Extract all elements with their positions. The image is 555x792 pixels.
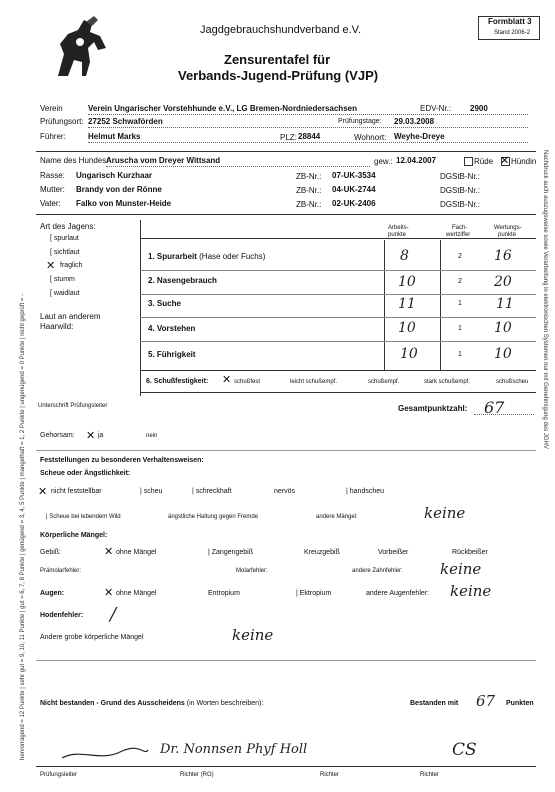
row-spurarbeit-punkte: 8	[400, 248, 409, 264]
row-nasengebrauch-label: 2. Nasengebrauch	[148, 276, 217, 285]
fuehrer-label: Führer:	[40, 132, 66, 141]
scheue-wild[interactable]: | Scheue bei lebendem Wild	[46, 514, 121, 520]
mutter-zb-label: ZB-Nr.:	[296, 186, 322, 195]
augen-andere-value: keine	[450, 582, 492, 600]
nicht-bestanden-label: Nicht bestanden - Grund des Ausscheidens (in Worten beschreiben):	[40, 700, 264, 707]
augen-option[interactable]: Entropium	[208, 590, 240, 597]
vater-zb-label: ZB-Nr.:	[296, 200, 322, 209]
wohnort-value: Weyhe-Dreye	[394, 132, 445, 141]
col-fach-header: Fach-	[452, 225, 468, 231]
mutter-dgstb-label: DGStB-Nr.:	[440, 186, 481, 195]
row-vorstehen-wertung: 10	[494, 320, 512, 336]
gehorsam-label: Gehorsam:	[40, 432, 75, 439]
augen-label: Augen:	[40, 590, 65, 597]
bestanden-mit-label: Bestanden mit	[410, 700, 459, 707]
title-line1: Zensurentafel für	[224, 52, 331, 67]
mutter-value: Brandy von der Rönne	[76, 185, 162, 194]
fuehrer-value: Helmut Marks	[88, 132, 141, 141]
scheue-option[interactable]: | schreckhaft	[192, 488, 232, 495]
jagen-option[interactable]: [ sichtlaut	[50, 249, 80, 256]
vater-zb-value: 02-UK-2406	[332, 199, 376, 208]
vater-dgstb-label: DGStB-Nr.:	[440, 200, 481, 209]
org-name: Jagdgebrauchshundverband e.V.	[200, 24, 362, 36]
laut-label-2: Haarwild:	[40, 322, 74, 331]
row-nasengebrauch-wertung: 20	[494, 274, 512, 290]
stand-label: Stand 2006-2	[494, 30, 531, 36]
zahn-label: andere Zahnfehler:	[352, 568, 403, 574]
gehorsam-ja-check-mark: ✕	[86, 429, 96, 442]
gebiss-option[interactable]: Vorbeißer	[378, 549, 409, 556]
pruefungstage-label: Prüfungstage:	[338, 118, 382, 125]
edv-label: EDV-Nr.:	[420, 104, 452, 113]
gehorsam-ja[interactable]: ja	[98, 432, 104, 439]
gehorsam-nein[interactable]: nein	[146, 433, 158, 439]
gew-label: gew.:	[374, 157, 393, 166]
row-suche-label: 3. Suche	[148, 299, 181, 308]
augen-option[interactable]: | Ektropium	[296, 590, 332, 597]
vater-value: Falko von Munster-Heide	[76, 199, 172, 208]
grobe-label: Andere grobe körperliche Mängel	[40, 634, 144, 641]
wohnort-label: Wohnort:	[354, 133, 387, 142]
nicht-feststellbar-check-mark: ✕	[38, 485, 48, 498]
row-fuehrigkeit-punkte: 10	[400, 346, 418, 362]
andere-maengel-label: andere Mängel:	[316, 514, 358, 520]
jagen-option[interactable]: [ stumm	[50, 276, 75, 283]
row-fuehrigkeit-label: 5. Führigkeit	[148, 350, 196, 359]
richter-2-label: Richter	[420, 772, 440, 778]
grobe-value: keine	[232, 626, 274, 644]
row-nasengebrauch-ziffer: 2	[458, 278, 462, 285]
zb-value: 07-UK-3534	[332, 171, 376, 180]
row-spurarbeit-wertung: 16	[494, 248, 512, 264]
scheue-option[interactable]: | handscheu	[346, 488, 385, 495]
vater-label: Vater:	[40, 199, 61, 208]
row-suche-wertung: 11	[496, 296, 514, 312]
schuss-label: 6. Schußfestigkeit:	[146, 378, 209, 385]
gebiss-option[interactable]: | Zangengebiß	[208, 549, 254, 556]
zahn-value: keine	[440, 560, 482, 578]
hoden-value: /	[110, 604, 117, 625]
dog-name-label: Name des Hundes:	[40, 156, 109, 165]
richter-1-label: Richter	[320, 772, 340, 778]
row-nasengebrauch-punkte: 10	[398, 274, 416, 290]
rasse-label: Rasse:	[40, 171, 65, 180]
row-spurarbeit-ziffer: 2	[458, 253, 462, 260]
pruefungsort-label: Prüfungsort:	[40, 117, 84, 126]
hoden-label: Hodenfehler:	[40, 612, 84, 619]
huendin-check-mark: ✕	[500, 154, 510, 167]
gebiss-ohne-check-mark: ✕	[104, 545, 114, 558]
augen-ohne-check-mark: ✕	[104, 586, 114, 599]
gebiss-option[interactable]: Rückbeißer	[452, 549, 488, 556]
scheue-title: Scheue oder Ängstlichkeit:	[40, 470, 131, 477]
formblatt-label: Formblatt 3	[488, 17, 532, 26]
jagen-option[interactable]: fraglich	[60, 262, 83, 269]
schuss-option[interactable]: leicht schußempf.	[290, 379, 338, 385]
scheue-option[interactable]: | scheu	[140, 488, 163, 495]
gesamt-label: Gesamtpunktzahl:	[398, 404, 468, 413]
row-fuehrigkeit-ziffer: 1	[458, 351, 462, 358]
unterschrift-label: Unterschrift Prüfungsleiter	[38, 403, 108, 409]
mutter-label: Mutter:	[40, 185, 65, 194]
augen-andere-label: andere Augenfehler:	[366, 590, 430, 597]
augen-option[interactable]: ohne Mängel	[116, 590, 157, 597]
jagen-option[interactable]: [ spurlaut	[50, 235, 79, 242]
punkten-label: Punkten	[506, 700, 534, 707]
fest-title: Feststellungen zu besonderen Verhaltensweisen:	[40, 457, 204, 464]
pruefungstage-value: 29.03.2008	[394, 117, 435, 126]
schussfest-check-mark: ✕	[222, 373, 232, 386]
schuss-option[interactable]: stark schußempf.	[424, 379, 471, 385]
gesamt-value: 67	[484, 398, 505, 417]
rasse-value: Ungarisch Kurzhaar	[76, 171, 153, 180]
col-fach-header-2: wertziffer	[446, 232, 471, 238]
zb-label: ZB-Nr.:	[296, 172, 322, 181]
andere-maengel-value: keine	[424, 504, 466, 522]
laut-label-1: Laut an anderem	[40, 312, 101, 321]
jagen-title: Art des Jagens:	[40, 222, 96, 231]
col-arbeit-header: Arbeits-	[388, 225, 409, 231]
schuss-option[interactable]: schußscheu	[496, 379, 529, 385]
signature-pruefungsleiter	[60, 744, 150, 764]
side-scale-legend: hervorragend = 12 Punkte | sehr gut = 9, 10, 11 Punkte | gut = 6, 7, 8 Punkte | genügend = 3, 4, 5 Punkte | mangelhaft = 1, 2 Punkte | ungenügend = 0 Punkte | nicht geprüft = -	[20, 293, 26, 760]
side-copyright-note: Nachdruck auch auszugsweise sowie Verarbeitung in elektronischen Systemen nur mit Genehmigung des JGHV	[542, 150, 548, 449]
col-arbeit-header-2: punkte	[388, 232, 407, 238]
pruefungsleiter-label: Prüfungsleiter	[40, 772, 78, 778]
row-fuehrigkeit-wertung: 10	[494, 346, 512, 362]
mutter-zb-value: 04-UK-2744	[332, 185, 376, 194]
gebiss-option[interactable]: ohne Mängel	[116, 549, 157, 556]
plz-label: PLZ:	[280, 133, 297, 142]
title-line2: Verbands-Jugend-Prüfung (VJP)	[178, 68, 379, 83]
koerper-title: Körperliche Mängel:	[40, 532, 108, 539]
row-suche-punkte: 11	[398, 296, 416, 312]
richter-rg-label: Richter (RG)	[180, 772, 214, 778]
gebiss-label: Gebiß:	[40, 549, 62, 556]
row-suche-ziffer: 1	[458, 300, 462, 307]
dgstb-label: DGStB-Nr.:	[440, 172, 481, 181]
bestanden-value: 67	[476, 692, 496, 710]
signature-richter-2: CS	[452, 740, 477, 760]
jagen-option[interactable]: [ waidlaut	[50, 290, 80, 297]
col-wert-header: Wertungs-	[494, 225, 522, 231]
dog-name-value: Aruscha vom Dreyer Wittsand	[106, 156, 221, 165]
signature-richter: Dr. Nonnsen Phyf Holl	[160, 742, 308, 757]
schuss-option[interactable]: schußempf.	[368, 379, 400, 385]
molar-label: Molarfehler:	[236, 568, 268, 574]
praemolar-label: Prämolarfehler:	[40, 568, 82, 574]
edv-value: 2900	[470, 104, 488, 113]
col-wert-header-2: punkte	[498, 232, 517, 238]
row-vorstehen-label: 4. Vorstehen	[148, 324, 196, 333]
aengstlich[interactable]: ängstliche Haltung gegen Fremde	[168, 514, 259, 520]
plz-value: 28844	[298, 132, 321, 141]
verein-label: Verein	[40, 104, 63, 113]
ruede-checkbox[interactable]	[464, 157, 473, 166]
row-spurarbeit-label: 1. Spurarbeit (Hase oder Fuchs)	[148, 252, 266, 261]
scheue-option[interactable]: nervös	[274, 488, 296, 495]
scheue-option[interactable]: nicht feststellbar	[51, 488, 102, 495]
gebiss-option[interactable]: Kreuzgebiß	[304, 549, 340, 556]
fraglich-check-mark: ✕	[46, 259, 56, 272]
huendin-label: Hündin	[511, 157, 537, 166]
jghv-logo	[50, 14, 112, 84]
row-vorstehen-ziffer: 1	[458, 325, 462, 332]
gew-value: 12.04.2007	[396, 156, 437, 165]
verein-value: Verein Ungarischer Vorstehhunde e.V., LG Bremen-Nordniedersachsen	[88, 104, 357, 113]
pruefungsort-value: 27252 Schwaförden	[88, 117, 163, 126]
row-vorstehen-punkte: 10	[398, 320, 416, 336]
schuss-option[interactable]: schußfest	[234, 379, 261, 385]
ruede-label: Rüde	[474, 157, 494, 166]
